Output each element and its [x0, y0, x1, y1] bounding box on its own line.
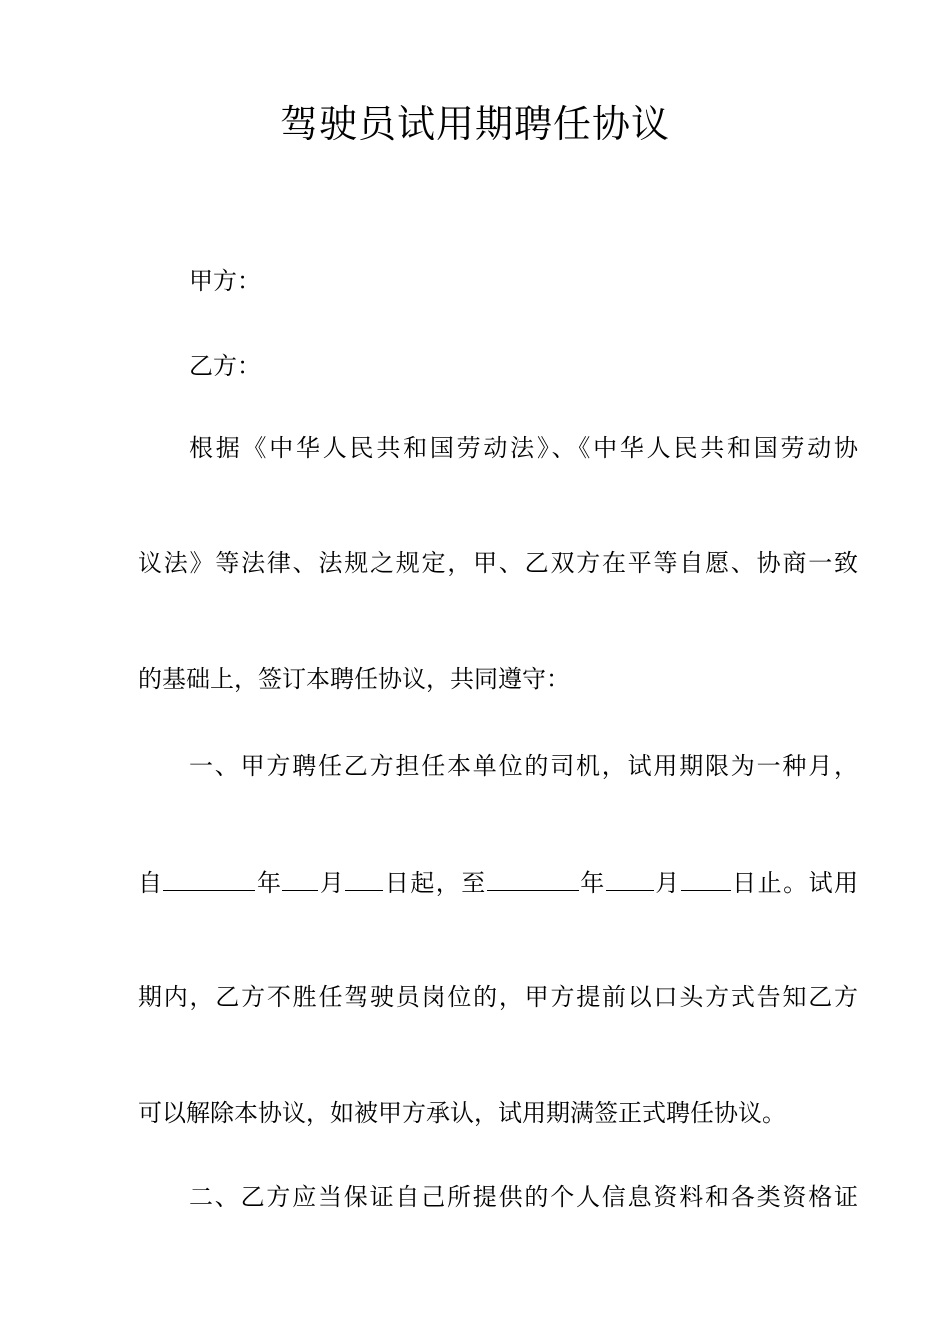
clause-1-line-1: 一、甲方聘任乙方担任本单位的司机，试用期限为一种月，: [189, 752, 858, 780]
preamble-line-2: 议法》等法律、法规之规定，甲、乙双方在平等自愿、协商一致: [138, 549, 858, 577]
clause-1-line-4: 可以解除本协议，如被甲方承认，试用期满签正式聘任协议。: [138, 1099, 786, 1127]
start-year-blank: [163, 864, 255, 891]
document-title: 驾驶员试用期聘任协议: [279, 102, 670, 146]
start-day-blank: [345, 864, 383, 891]
until-text: 日止。试用: [730, 869, 859, 897]
preamble-line-1: 根据《中华人民共和国劳动法》、《中华人民共和国劳动协: [189, 434, 858, 462]
month-text: 月: [318, 869, 346, 897]
end-day-blank: [681, 864, 731, 891]
start-month-blank: [282, 864, 318, 891]
clause-1-date-line: [138, 864, 858, 900]
clause-2-line-1: 二、乙方应当保证自己所提供的个人信息资料和各类资格证: [189, 1183, 858, 1211]
end-month-blank: [606, 864, 654, 891]
preamble-line-3: 的基础上，签订本聘任协议，共同遵守：: [138, 665, 570, 693]
party-b-label: 乙方：: [189, 352, 261, 380]
end-year-blank: [487, 864, 579, 891]
clause-1-line-3: 期内，乙方不胜任驾驶员岗位的，甲方提前以口头方式告知乙方: [138, 983, 858, 1011]
month-text-2: 月: [653, 869, 681, 897]
date-prefix-text: 自: [138, 869, 164, 897]
year-text-2: 年: [578, 869, 606, 897]
party-a-label: 甲方：: [189, 267, 261, 295]
year-text: 年: [255, 869, 283, 897]
from-to-text: 日起，至: [383, 869, 487, 897]
